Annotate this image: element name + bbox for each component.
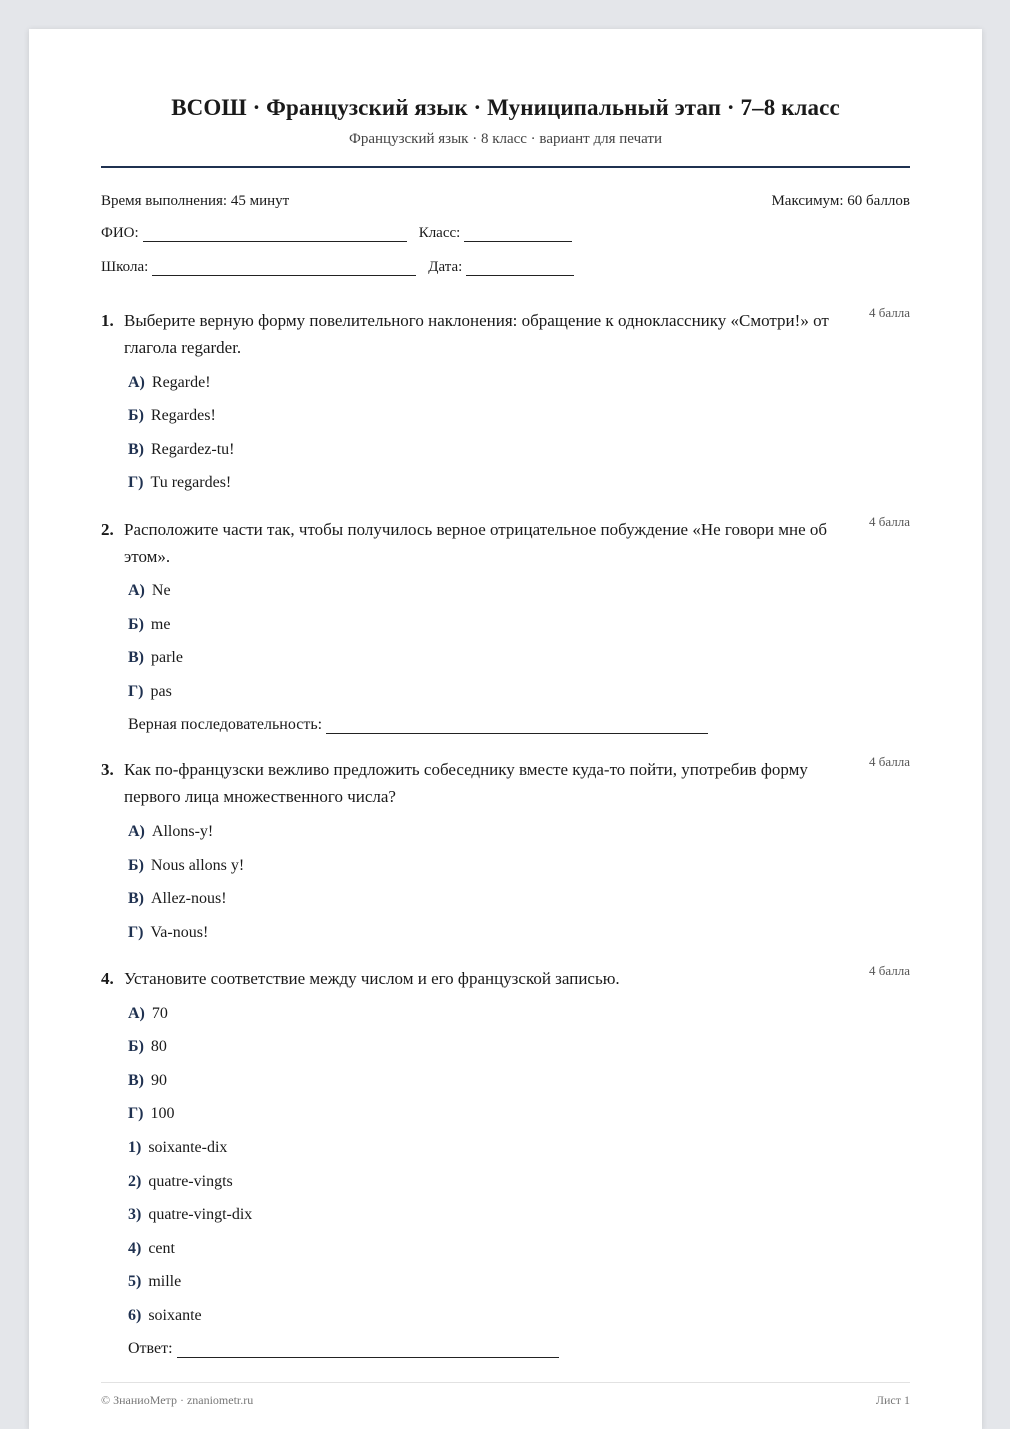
option-text: Allons-y! [151, 823, 214, 840]
option-a[interactable] [128, 581, 171, 601]
option-key: 2) [128, 1173, 142, 1190]
option-text: Va-nous! [150, 924, 209, 941]
option-b[interactable] [128, 406, 216, 426]
option-key: В) [128, 649, 144, 666]
question-points: 4 балла [869, 963, 910, 978]
answer-label: Ответ: [128, 1340, 173, 1357]
question-header [101, 516, 910, 570]
option-3[interactable] [128, 1205, 252, 1225]
question-2 [101, 514, 910, 733]
fio-class-row [101, 225, 572, 242]
option-a[interactable] [128, 822, 213, 842]
option-b[interactable] [128, 615, 170, 635]
question-points: 4 балла [869, 305, 910, 320]
option-text: quatre-vingt-dix [148, 1206, 253, 1223]
option-v[interactable] [128, 1071, 167, 1091]
question-text: Установите соответствие между числом и его французской записью. [124, 969, 620, 988]
option-4[interactable] [128, 1239, 175, 1259]
option-text: quatre-vingts [148, 1173, 233, 1190]
fio-label: ФИО: [101, 225, 139, 241]
class-label: Класс: [418, 225, 461, 241]
option-text: Allez-nous! [151, 890, 227, 907]
option-g[interactable] [128, 473, 231, 493]
option-text: 100 [150, 1105, 175, 1122]
option-key: А) [128, 582, 145, 599]
option-text: Nous allons y! [150, 857, 245, 874]
question-1 [101, 305, 910, 491]
option-key: А) [128, 374, 145, 391]
footer-divider [101, 1382, 910, 1383]
option-2[interactable] [128, 1172, 233, 1192]
meta-row [101, 193, 910, 210]
option-g[interactable] [128, 923, 208, 943]
question-3 [101, 754, 910, 941]
option-text: cent [148, 1240, 175, 1257]
school-label: Школа: [101, 259, 149, 275]
question-number: 4. [101, 969, 114, 988]
option-key: 3) [128, 1206, 142, 1223]
answer-label: Верная последовательность: [128, 716, 323, 733]
question-number: 3. [101, 760, 114, 779]
class-field[interactable] [464, 227, 572, 242]
option-key: Г) [128, 924, 144, 941]
option-g[interactable] [128, 1104, 175, 1124]
option-key: 1) [128, 1139, 142, 1156]
option-text: mille [148, 1273, 182, 1290]
question-header [101, 965, 910, 992]
question-number: 2. [101, 520, 114, 539]
page-title: ВСОШ · Французский язык · Муниципальный этап · 7–8 класс [171, 95, 840, 120]
question-number: 1. [101, 311, 114, 330]
option-6[interactable] [128, 1306, 202, 1326]
school-field[interactable] [152, 261, 416, 276]
option-key: Б) [128, 616, 144, 633]
school-date-row [101, 259, 574, 276]
option-g[interactable] [128, 682, 172, 702]
option-1[interactable] [128, 1138, 227, 1158]
option-key: Г) [128, 474, 144, 491]
option-key: Г) [128, 683, 144, 700]
option-key: 5) [128, 1273, 142, 1290]
option-v[interactable] [128, 648, 183, 668]
time-limit: Время выполнения: 45 минут [101, 193, 290, 209]
option-text: 90 [151, 1072, 167, 1089]
option-key: А) [128, 1005, 145, 1022]
header-divider [101, 166, 910, 168]
answer-row [128, 716, 708, 734]
option-a[interactable] [128, 1004, 168, 1024]
option-a[interactable] [128, 373, 211, 393]
question-text: Выберите верную форму повелительного наклонения: обращение к однокласснику «Смотри!» от глагола regarder. [124, 311, 829, 357]
option-b[interactable] [128, 856, 244, 876]
option-key: 6) [128, 1307, 142, 1324]
option-text: Ne [151, 582, 171, 599]
question-points: 4 балла [869, 514, 910, 529]
option-key: В) [128, 1072, 144, 1089]
option-text: soixante-dix [148, 1139, 228, 1156]
option-text: soixante [148, 1307, 202, 1324]
option-text: 80 [150, 1038, 167, 1055]
option-key: Б) [128, 407, 144, 424]
question-points: 4 балла [869, 754, 910, 769]
option-text: Regardes! [150, 407, 216, 424]
option-5[interactable] [128, 1272, 181, 1292]
question-text: Расположите части так, чтобы получилось верное отрицательное побуждение «Не говори мне об этом». [124, 520, 828, 566]
option-key: А) [128, 823, 145, 840]
footer-copyright: © ЗнаниоМетр · znaniometr.ru [101, 1393, 254, 1407]
max-score: Максимум: 60 баллов [771, 193, 910, 209]
question-4 [101, 963, 910, 1357]
answer-field[interactable] [177, 1343, 559, 1358]
answer-row [128, 1340, 559, 1358]
fio-field[interactable] [143, 227, 407, 242]
option-text: Regardez-tu! [151, 441, 235, 458]
page-footer [101, 1393, 910, 1408]
option-text: pas [150, 683, 172, 700]
answer-field[interactable] [326, 719, 708, 734]
option-text: me [150, 616, 171, 633]
option-v[interactable] [128, 440, 235, 460]
option-key: Г) [128, 1105, 144, 1122]
worksheet-page [29, 29, 982, 1429]
question-text: Как по-французски вежливо предложить собеседнику вместе куда-то пойти, употребив форму первого лица множественного числа? [124, 760, 808, 806]
option-text: 70 [151, 1005, 168, 1022]
option-v[interactable] [128, 889, 227, 909]
option-key: Б) [128, 857, 144, 874]
option-key: В) [128, 890, 144, 907]
question-header [101, 756, 910, 810]
date-label: Дата: [428, 259, 463, 275]
option-key: Б) [128, 1038, 144, 1055]
option-text: Regarde! [151, 374, 211, 391]
option-key: В) [128, 441, 144, 458]
footer-page-number: Лист 1 [875, 1393, 910, 1407]
option-text: Tu regardes! [150, 474, 232, 491]
option-b[interactable] [128, 1037, 167, 1057]
option-key: 4) [128, 1240, 142, 1257]
page-subtitle: Французский язык · 8 класс · вариант для печати [349, 131, 662, 147]
question-header [101, 307, 910, 361]
option-text: parle [151, 649, 183, 666]
date-field[interactable] [466, 261, 574, 276]
